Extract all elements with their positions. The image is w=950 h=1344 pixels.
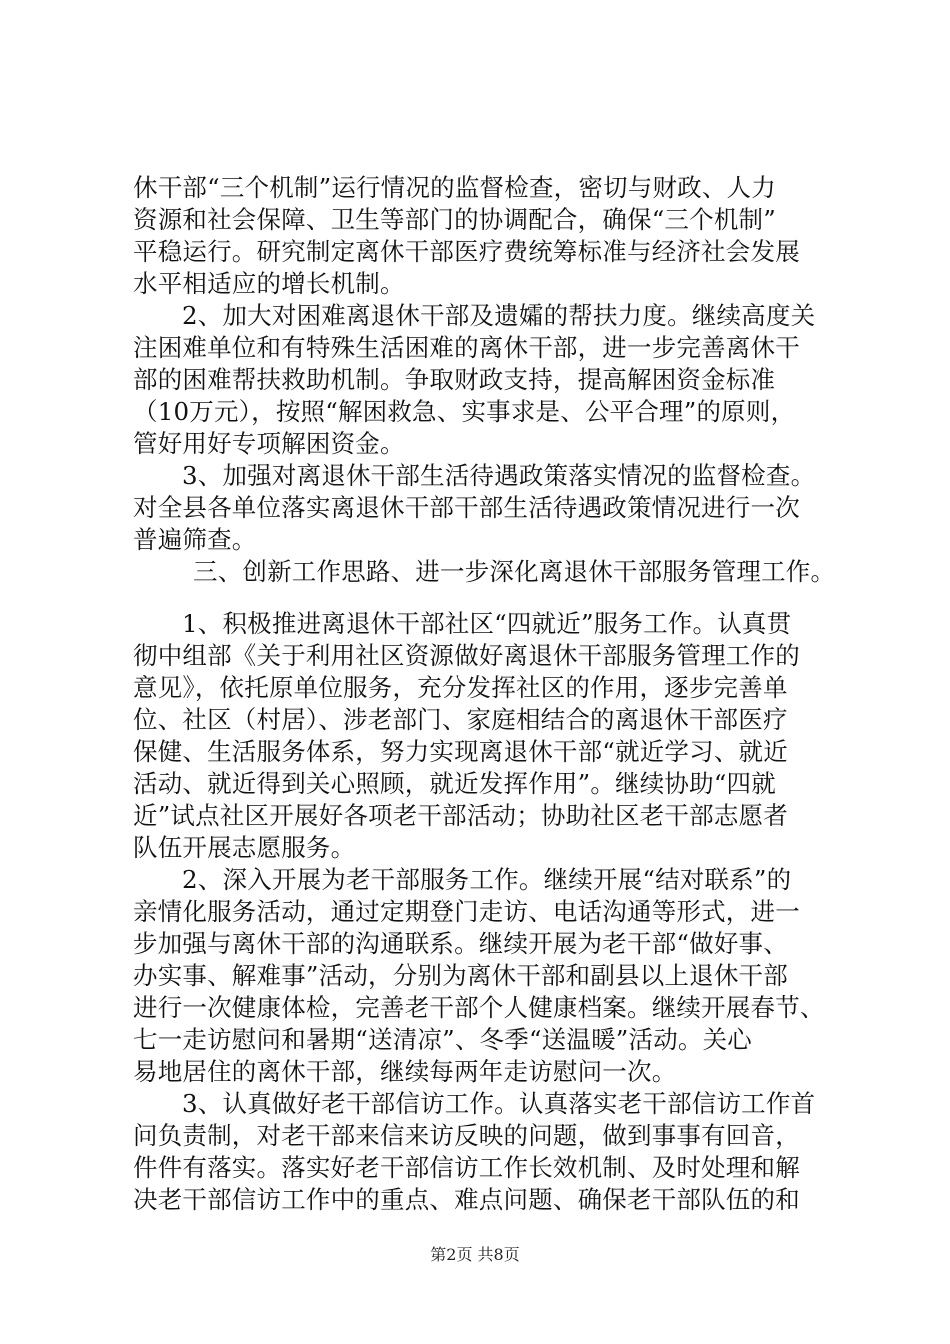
- text-line: （10万元），按照“解困救急、实事求是、公平合理”的原则，: [133, 397, 796, 426]
- text-line: 保健、生活服务体系，努力实现离退休干部“就近学习、就近: [133, 737, 788, 766]
- text-line: 决老干部信访工作中的重点、难点问题、确保老干部队伍的和: [133, 1185, 800, 1214]
- paragraph-gap: [133, 588, 833, 608]
- text-line: 亲情化服务活动，通过定期登门走访、电话沟通等形式，进一: [133, 897, 800, 926]
- text-line: 意见》，依托原单位服务，充分发挥社区的作用，逐步完善单: [133, 673, 788, 702]
- section-heading-text: 三、创新工作思路、进一步深化离退休干部服务管理工作。: [193, 557, 836, 586]
- text-line: 水平相适应的增长机制。: [133, 269, 405, 298]
- text-line: 位、社区（村居）、涉老部门、家庭相结合的离退休干部医疗: [133, 705, 788, 734]
- text-line: 普遍筛查。: [133, 525, 257, 554]
- paragraph-section3-item-1: [133, 608, 833, 864]
- text-line: 彻中组部《关于利用社区资源做好离退休干部服务管理工作的: [133, 641, 800, 670]
- paragraph-section3-item-3: [133, 1088, 833, 1216]
- text-line: 平稳运行。研究制定离休干部医疗费统筹标准与经济社会发展: [133, 237, 800, 266]
- text-line: 办实事、解难事”活动，分别为离休干部和副县以上退休干部: [133, 961, 788, 990]
- text-line: 2、加大对困难离退休干部及遗孀的帮扶力度。继续高度关: [182, 301, 816, 330]
- page-footer: 第2页 共8页: [430, 1245, 520, 1264]
- text-line: 七一走访慰问和暑期“送清凉”、冬季“送温暖”活动。关心: [133, 1025, 752, 1054]
- text-line: 活动、就近得到关心照顾，就近发挥作用”。继续协助“四就: [133, 769, 776, 798]
- paragraph-continuation: [133, 172, 833, 300]
- text-line: 2、深入开展为老干部服务工作。继续开展“结对联系”的: [182, 865, 792, 894]
- text-line: 1、积极推进离退休干部社区“四就近”服务工作。认真贯: [182, 609, 792, 638]
- text-line: 3、加强对离退休干部生活待遇政策落实情况的监督检查。: [182, 461, 816, 490]
- section-heading: [133, 556, 836, 588]
- text-line: 步加强与离休干部的沟通联系。继续开展为老干部“做好事、: [133, 929, 788, 958]
- text-line: 件件有落实。落实好老干部信访工作长效机制、及时处理和解: [133, 1153, 800, 1182]
- paragraph-section3-item-2: [133, 864, 833, 1088]
- text-line: 3、认真做好老干部信访工作。认真落实老干部信访工作首: [182, 1089, 816, 1118]
- text-line: 资源和社会保障、卫生等部门的协调配合，确保“三个机制”: [133, 205, 776, 234]
- text-line: 问负责制，对老干部来信来访反映的问题，做到事事有回音，: [133, 1121, 800, 1150]
- text-line: 队伍开展志愿服务。: [133, 833, 356, 862]
- text-line: 进行一次健康体检，完善老干部个人健康档案。继续开展春节、: [133, 993, 825, 1022]
- paragraph-item-3: [133, 460, 833, 556]
- text-line: 管好用好专项解困资金。: [133, 429, 405, 458]
- document-body: [133, 172, 836, 1216]
- paragraph-item-2: [133, 300, 833, 460]
- text-line: 易地居住的离休干部，继续每两年走访慰问一次。: [133, 1057, 677, 1086]
- text-line: 近”试点社区开展好各项老干部活动；协助社区老干部志愿者: [133, 801, 788, 830]
- text-line: 对全县各单位落实离退休干部干部生活待遇政策情况进行一次: [133, 493, 800, 522]
- text-line: 注困难单位和有特殊生活困难的离休干部，进一步完善离休干: [133, 333, 800, 362]
- text-line: 部的困难帮扶救助机制。争取财政支持，提高解困资金标准: [133, 365, 776, 394]
- text-line: 休干部“三个机制”运行情况的监督检查，密切与财政、人力: [133, 173, 776, 202]
